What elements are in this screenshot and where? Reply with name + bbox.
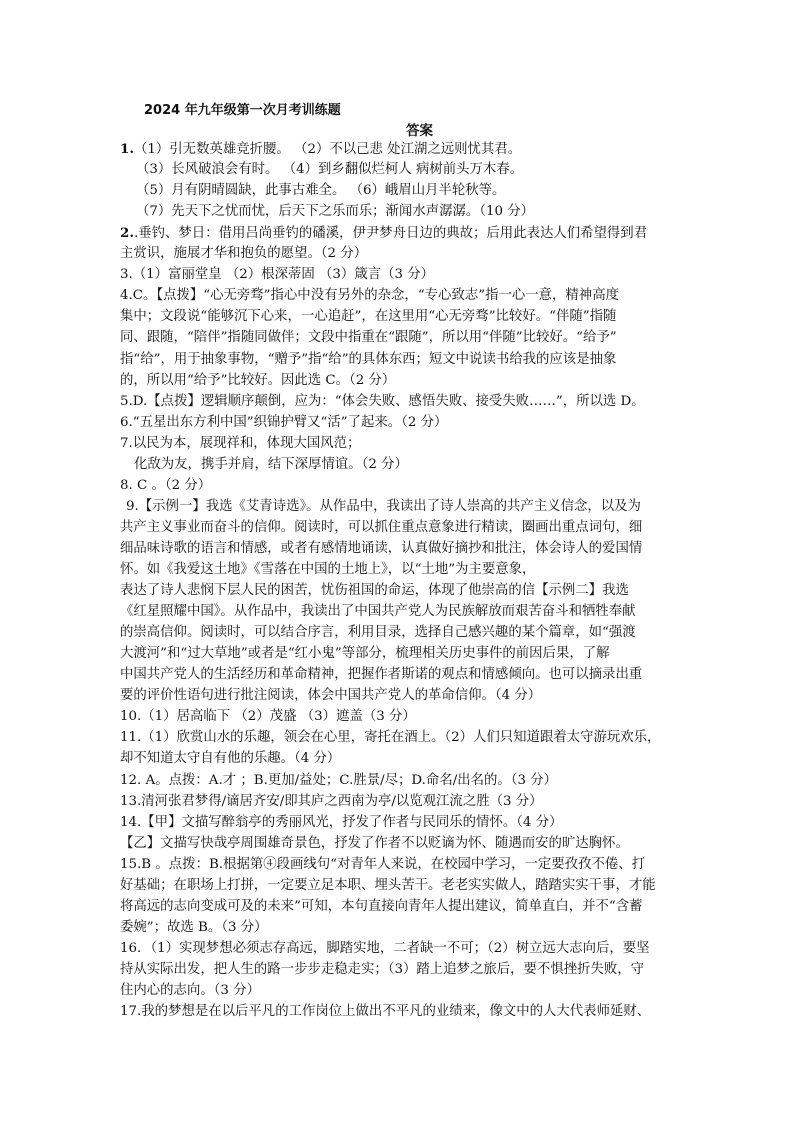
line-text: 指“给”，用于抽象事物，“赠予”指“给”的具体东西；短文中说读书给我的应该是抽象 [120, 351, 617, 367]
answer-line [120, 897, 643, 917]
line-text: 委婉”；故选 B。（3 分） [120, 919, 268, 935]
line-text: 17.我的梦想是在以后平凡的工作岗位上做出不平凡的业绩来，像文中的人大代表师延财、 [120, 1004, 651, 1020]
answer-line [120, 707, 416, 727]
line-text: 却不知道太守自有他的乐趣。（4 分） [120, 751, 341, 767]
answer-line [136, 202, 534, 222]
answer-line [120, 392, 645, 412]
line-text: 集中；文段说“能够沉下心来，一心追赶”，在这里用“心无旁骛”比较好。“伴随”指随 [120, 309, 617, 325]
answer-line [120, 855, 645, 875]
line-text: 细品味诗歌的语言和情感，或者有感情地诵读，认真做好摘抄和批注，体会诗人的爱国情 [120, 540, 643, 556]
line-text: 15.B 。点拨：B.根据第④段画线句“对青年人来说，在校园中学习，一定要孜孜不倦、打 [120, 856, 646, 872]
answer-line [136, 160, 523, 180]
line-text: 共产主义事业而奋斗的信仰。阅读时，可以抓住重点意象进行精读，圈画出重点词句，细 [120, 519, 643, 535]
line-text: 11.（1）欣赏山水的乐趣，领会在心里，寄托在酒上。（2）人们只知道跟着太守游玩欢乐， [120, 730, 661, 746]
answer-line [120, 476, 211, 496]
answer-line [120, 749, 340, 769]
answer-line [120, 728, 660, 748]
answer-line [120, 771, 557, 791]
answer-line [120, 876, 656, 896]
line-text: 12. A。点拨：A.才 ；B.更加/益处；C.胜景/尽；D.命名/出名的。（3 分） [120, 772, 558, 788]
line-text: 的，所以用“给予”比较好。因此选 C。（2 分） [120, 372, 396, 388]
line-text: 16．（1）实现梦想必须志存高远，脚踏实地，二者缺一不可；（2）树立远大志向后，要坚 [120, 940, 650, 956]
line-text: 持从实际出发，把人生的路一步步走稳走实；（3）踏上追梦之旅后，要不惧挫折失败，守 [120, 961, 645, 977]
answer-line [136, 181, 505, 201]
line-text: 好基础；在职场上打拼，一定要立足本职、埋头苦干。老老实实做人，踏踏实实干事，才能 [120, 877, 656, 893]
answer-line [120, 244, 367, 264]
answer-line [120, 539, 642, 559]
line-text: 3.（1）富丽堂皇 （2）根深蒂固 （3）箴言（3 分） [120, 267, 435, 283]
answer-line [120, 1002, 650, 1022]
document-subtitle: 答案 [406, 123, 433, 139]
question-number: 2. [120, 225, 134, 242]
line-text: 7.以民为本，展现祥和，体现大国风范； [120, 435, 361, 451]
answer-line [120, 560, 535, 580]
line-text: （5）月有阴晴圆缺，此事古难全。 （6）峨眉山月半轮秋等。 [136, 183, 506, 199]
line-text: 住内心的志向。（3 分） [120, 983, 260, 998]
answer-line [126, 497, 641, 517]
answer-line [120, 286, 619, 306]
answer-line [120, 939, 650, 959]
line-text: 8. C 。（2 分） [120, 477, 212, 493]
line-text: 怀。如《我爱这土地》《雪落在中国的土地上》，以“土地”为主要意象， [120, 562, 536, 577]
line-text: 【乙】文描写快哉亭周围雄奇景色，抒发了作者不以贬谪为怀、随遇而安的旷达胸怀。 [120, 835, 629, 851]
line-text: 《红星照耀中国》。从作品中，我读出了中国共产党人为民族解放而艰苦奋斗和牺牲奉献 [120, 604, 636, 620]
answer-line [120, 623, 636, 643]
answer-line [120, 834, 629, 854]
line-text: （3）长风破浪会有时。 （4）到乡翻似烂柯人 病树前头万木春。 [136, 162, 524, 178]
answer-line [120, 918, 268, 938]
answer-line [120, 371, 395, 391]
line-text: 化敌为友，携手并肩，结下深厚情谊。（2 分） [134, 456, 408, 472]
line-text: 14.【甲】文描写醉翁亭的秀丽风光，抒发了作者与民同乐的情怀。（4 分） [120, 814, 563, 830]
document-title: 2024 年九年级第一次月考训练题 [144, 103, 341, 118]
line-text: 同、跟随，“陪伴”指随同做伴；文段中指重在“跟随”，所以用“伴随”比较好。“给予” [120, 330, 617, 346]
line-text: 13.清河张君梦得/谪居齐安/即其庐之西南为亭/以览观江流之胜（3 分） [120, 793, 543, 809]
line-text: （1）引无数英雄竞折腰。 （2）不以己悲 处江湖之远则忧其君。 [133, 142, 522, 157]
answer-line [120, 139, 521, 160]
answer-line [120, 665, 642, 685]
line-text: 大渡河”和“过大草地”或者是“红小鬼”等部分，梳理相关历史事件的前因后果，了解 [120, 646, 610, 662]
answer-line [134, 455, 408, 475]
answer-line [120, 518, 642, 538]
line-text: 中国共产党人的生活经历和革命精神，把握作者斯诺的观点和情感倾向。也可以摘录出重 [120, 667, 643, 683]
line-text: 6.“五星出东方利中国”织锦护臂又“活”了起来。（2 分） [120, 414, 448, 430]
answer-line [120, 813, 562, 833]
answer-line [120, 350, 616, 370]
answer-line [120, 602, 636, 622]
line-text: 10.（1）居高临下 （2）茂盛 （3）遮盖（3 分） [120, 709, 416, 725]
answer-line [120, 328, 617, 348]
answer-line [120, 792, 543, 812]
line-text: （7）先天下之忧而忧，后天下之乐而乐；渐闻水声潺潺。（10 分） [136, 204, 535, 220]
line-text: 要的评价性语句进行批注阅读，体会中国共产党人的革命信仰。（4 分） [120, 688, 542, 704]
answer-line [120, 981, 260, 1001]
answer-line [120, 307, 616, 327]
answer-line [120, 223, 647, 244]
question-number: 1. [120, 141, 134, 157]
line-text: .垂钓、梦日：借用吕尚垂钓的磻溪，伊尹梦舟日边的典故；后用此表达人们希望得到君 [133, 226, 648, 242]
answer-line [120, 265, 434, 285]
answer-line [120, 434, 360, 454]
answer-line [120, 413, 447, 433]
answer-line [120, 581, 629, 601]
line-text: 将高远的志向变成可及的未来”可知，本句直接向青年人提出建议，简单直白，并不“含蓄 [120, 898, 643, 914]
answer-line [120, 960, 644, 980]
answer-line [120, 686, 541, 706]
line-text: 主赏识，施展才华和抱负的愿望。（2 分） [120, 246, 368, 262]
answer-line [120, 644, 610, 664]
line-text: 的崇高信仰。阅读时，可以结合序言，利用目录，选择自己感兴趣的某个篇章，如“强渡 [120, 625, 636, 641]
line-text: 9.【示例一】我选《艾青诗选》。从作品中，我读出了诗人崇高的共产主义信念，以及为 [126, 498, 641, 514]
line-text: 4.C。【点拨】“心无旁骛”指心中没有另外的杂念，“专心致志”指一心一意，精神高度 [120, 288, 619, 304]
line-text: 5.D.【点拨】逻辑顺序颠倒，应为：“体会失败、感悟失败、接受失败……”，所以选 D。 [120, 393, 645, 409]
line-text: 表达了诗人悲悯下层人民的困苦，忧伤祖国的命运，体现了他崇高的信【示例二】我选 [120, 583, 629, 599]
